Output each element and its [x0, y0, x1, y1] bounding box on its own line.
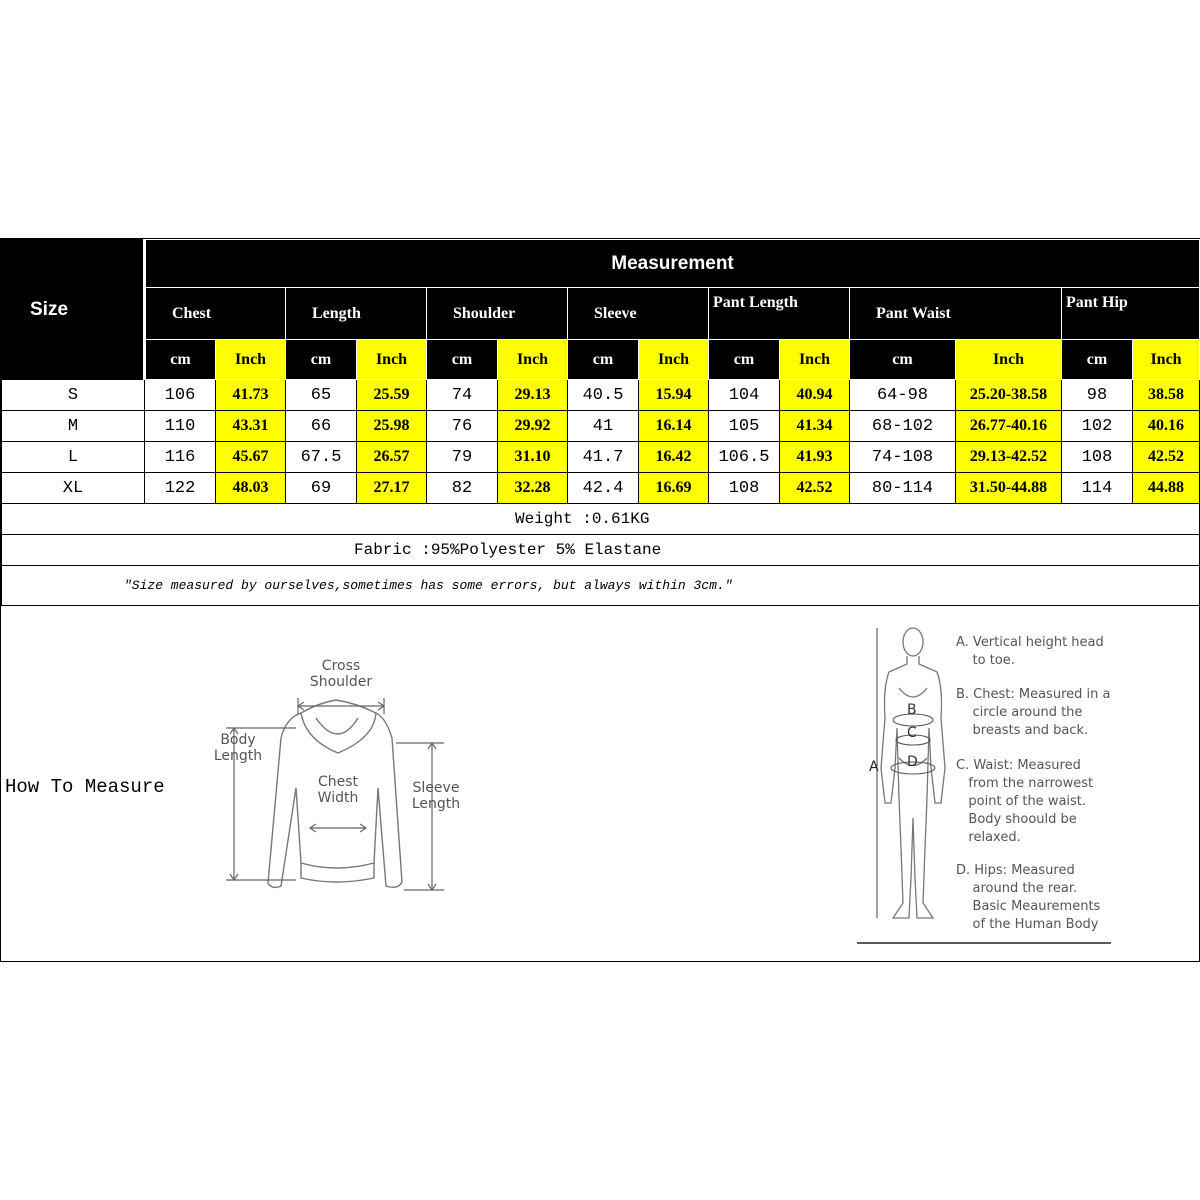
cm-unit-header: cm	[145, 340, 216, 380]
inch-value-cell: 29.92	[498, 411, 568, 442]
inch-value-cell: 41.73	[216, 380, 286, 411]
cm-value-cell: 64-98	[850, 380, 956, 411]
inch-value-cell: 31.50-44.88	[956, 473, 1062, 504]
cm-value-cell: 69	[286, 473, 357, 504]
cm-unit-header: cm	[286, 340, 357, 380]
inch-value-cell: 25.98	[357, 411, 427, 442]
shoulder-header: Shoulder	[427, 288, 568, 340]
inch-value-cell: 43.31	[216, 411, 286, 442]
inch-value-cell: 48.03	[216, 473, 286, 504]
inch-value-cell: 42.52	[1133, 442, 1200, 473]
garment-diagram	[206, 658, 476, 898]
cm-unit-header: cm	[427, 340, 498, 380]
inch-value-cell: 26.77-40.16	[956, 411, 1062, 442]
cm-value-cell: 42.4	[568, 473, 639, 504]
inch-unit-header: Inch	[1133, 340, 1200, 380]
cm-value-cell: 106	[145, 380, 216, 411]
cross-shoulder-label: Cross Shoulder	[309, 658, 373, 690]
inch-value-cell: 26.57	[357, 442, 427, 473]
cm-value-cell: 98	[1062, 380, 1133, 411]
cm-unit-header: cm	[568, 340, 639, 380]
pant-hip-header: Pant Hip	[1062, 288, 1200, 340]
cm-value-cell: 40.5	[568, 380, 639, 411]
cm-unit-header: cm	[1062, 340, 1133, 380]
table-row	[2, 411, 1200, 442]
inch-value-cell: 41.93	[780, 442, 850, 473]
cm-value-cell: 82	[427, 473, 498, 504]
pant-waist-header: Pant Waist	[850, 288, 1062, 340]
cm-value-cell: 102	[1062, 411, 1133, 442]
inch-value-cell: 16.69	[639, 473, 709, 504]
inch-value-cell: 16.42	[639, 442, 709, 473]
size-rows	[2, 380, 1200, 504]
inch-unit-header: Inch	[956, 340, 1062, 380]
inch-value-cell: 15.94	[639, 380, 709, 411]
inch-value-cell: 25.59	[357, 380, 427, 411]
label-d: D	[907, 754, 918, 770]
label-b: B	[907, 702, 917, 718]
chest-header: Chest	[145, 288, 286, 340]
cm-value-cell: 76	[427, 411, 498, 442]
inch-unit-header: Inch	[498, 340, 568, 380]
d-description: D. Hips: Measured around the rear. Basic Meaurements of the Human Body	[956, 863, 1101, 932]
cm-value-cell: 104	[709, 380, 780, 411]
cm-value-cell: 79	[427, 442, 498, 473]
cm-value-cell: 65	[286, 380, 357, 411]
weight-text: Weight :0.61KG	[2, 504, 1200, 535]
c-description: C. Waist: Measured from the narrowest point of the waist. Body shoould be relaxed.	[956, 758, 1094, 845]
cm-value-cell: 110	[145, 411, 216, 442]
inch-value-cell: 32.28	[498, 473, 568, 504]
inch-value-cell: 45.67	[216, 442, 286, 473]
cm-value-cell: 68-102	[850, 411, 956, 442]
size-table	[1, 239, 1200, 606]
cm-value-cell: 80-114	[850, 473, 956, 504]
inch-unit-header: Inch	[780, 340, 850, 380]
inch-unit-header: Inch	[357, 340, 427, 380]
inch-value-cell: 25.20-38.58	[956, 380, 1062, 411]
cm-value-cell: 41	[568, 411, 639, 442]
inch-value-cell: 27.17	[357, 473, 427, 504]
size-header: Size	[2, 240, 145, 380]
cm-value-cell: 116	[145, 442, 216, 473]
inch-value-cell: 31.10	[498, 442, 568, 473]
sleeve-header: Sleeve	[568, 288, 709, 340]
cm-value-cell: 114	[1062, 473, 1133, 504]
cm-value-cell: 108	[1062, 442, 1133, 473]
body-length-label: Body Length	[213, 732, 263, 764]
inch-value-cell: 29.13-42.52	[956, 442, 1062, 473]
table-row	[2, 380, 1200, 411]
size-chart	[0, 238, 1200, 962]
cm-unit-header: cm	[850, 340, 956, 380]
weight-row	[2, 504, 1200, 535]
inch-value-cell: 29.13	[498, 380, 568, 411]
cm-value-cell: 108	[709, 473, 780, 504]
inch-unit-header: Inch	[639, 340, 709, 380]
cm-value-cell: 66	[286, 411, 357, 442]
how-to-measure-section	[1, 608, 1199, 962]
cm-unit-header: cm	[709, 340, 780, 380]
unit-header-row	[2, 340, 1200, 380]
size-cell: S	[2, 380, 145, 411]
size-cell: M	[2, 411, 145, 442]
inch-value-cell: 40.94	[780, 380, 850, 411]
pant-length-header: Pant Length	[709, 288, 850, 340]
label-a: A	[869, 759, 879, 775]
fabric-row	[2, 535, 1200, 566]
length-header: Length	[286, 288, 427, 340]
sleeve-length-label: Sleeve Length	[411, 780, 461, 812]
cm-value-cell: 67.5	[286, 442, 357, 473]
a-description: A. Vertical height head to toe.	[956, 635, 1104, 668]
note-text: "Size measured by ourselves,sometimes has some errors, but always within 3cm."	[2, 566, 1200, 606]
table-row	[2, 473, 1200, 504]
inch-value-cell: 38.58	[1133, 380, 1200, 411]
measurement-header: Measurement	[145, 240, 1200, 288]
size-cell: L	[2, 442, 145, 473]
body-measurement-diagram	[851, 618, 1131, 948]
size-cell: XL	[2, 473, 145, 504]
b-description: B. Chest: Measured in a circle around the breasts and back.	[956, 687, 1111, 738]
inch-value-cell: 40.16	[1133, 411, 1200, 442]
cm-value-cell: 41.7	[568, 442, 639, 473]
note-row	[2, 566, 1200, 606]
fabric-text: Fabric :95%Polyester 5% Elastane	[2, 535, 1200, 566]
table-row	[2, 442, 1200, 473]
cm-value-cell: 105	[709, 411, 780, 442]
inch-value-cell: 42.52	[780, 473, 850, 504]
inch-unit-header: Inch	[216, 340, 286, 380]
inch-value-cell: 44.88	[1133, 473, 1200, 504]
cm-value-cell: 74	[427, 380, 498, 411]
how-to-measure-label: How To Measure	[5, 776, 165, 798]
inch-value-cell: 16.14	[639, 411, 709, 442]
label-c: C	[907, 725, 917, 741]
chest-width-label: Chest Width	[308, 774, 368, 806]
inch-value-cell: 41.34	[780, 411, 850, 442]
cm-value-cell: 106.5	[709, 442, 780, 473]
cm-value-cell: 74-108	[850, 442, 956, 473]
cm-value-cell: 122	[145, 473, 216, 504]
